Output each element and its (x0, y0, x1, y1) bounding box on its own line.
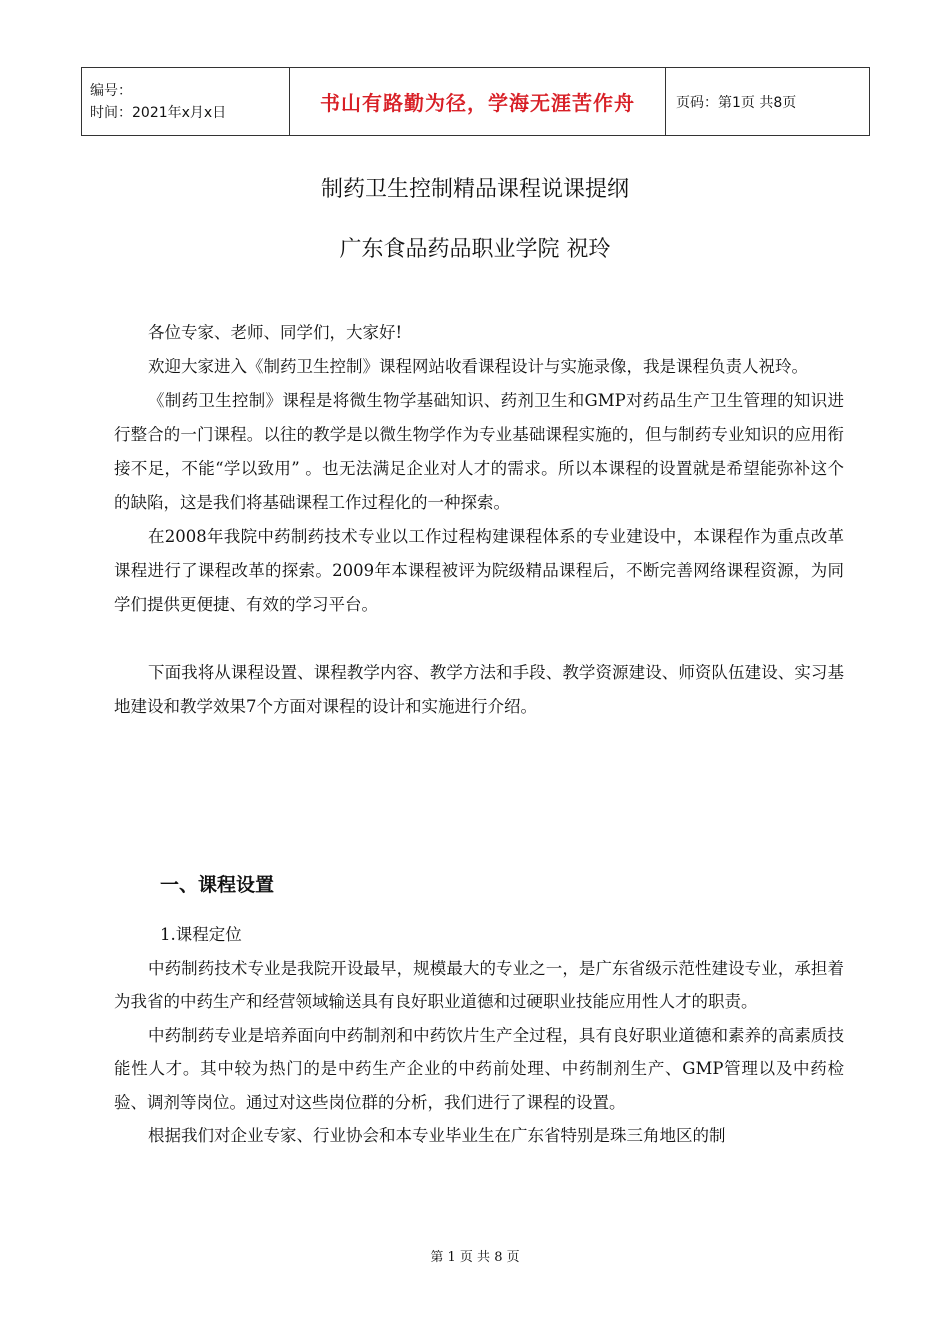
time-label: 时间：2021年x月x日 (90, 104, 227, 121)
section1-body (114, 918, 844, 1153)
page-info: 页码：第1页 共8页 (666, 68, 870, 136)
section-heading: 一、课程设置 (160, 874, 275, 896)
subsection-heading: 1.课程定位 (160, 925, 242, 944)
document-subtitle: 广东食品药品职业学院 祝玲 (339, 237, 611, 262)
paragraph: 《制药卫生控制》课程是将微生物学基础知识、药剂卫生和GMP对药品生产卫生管理的知识进行整合的一门课程。以往的教学是以微生物学作为专业基础课程实施的，但与制药专业知识的应用衔接不足，不能“学以致用” 。也无法满足企业对人才的需求。所以本课程的设置就是希望能弥补这个的缺陷，这是我们将基础课程工作过程化的一种探索。 (114, 391, 844, 512)
paragraph: 根据我们对企业专家、行业协会和本专业毕业生在广东省特别是珠三角地区的制 (148, 1126, 726, 1145)
paragraph: 在2008年我院中药制药技术专业以工作过程构建课程体系的专业建设中，本课程作为重点改革课程进行了课程改革的探索。2009年本课程被评为院级精品课程后，不断完善网络课程资源，为同学们提供更便捷、有效的学习平台。 (114, 527, 844, 614)
number-label: 编号： (90, 82, 132, 99)
motto: 书山有路勤为径，学海无涯苦作舟 (290, 68, 666, 136)
paragraph: 中药制药技术专业是我院开设最早，规模最大的专业之一，是广东省级示范性建设专业，承担着为我省的中药生产和经营领域输送具有良好职业道德和过硬职业技能应用性人才的职责。 (114, 958, 844, 1011)
header-meta (82, 68, 290, 136)
paragraph: 下面我将从课程设置、课程教学内容、教学方法和手段、教学资源建设、师资队伍建设、实习基地建设和教学效果7个方面对课程的设计和实施进行介绍。 (114, 663, 844, 716)
paragraph: 各位专家、老师、同学们，大家好! (148, 323, 403, 342)
document-title: 制药卫生控制精品课程说课提纲 (320, 177, 629, 202)
paragraph: 欢迎大家进入《制药卫生控制》课程网站收看课程设计与实施录像，我是课程负责人祝玲。 (148, 357, 808, 376)
paragraph: 中药制药专业是培养面向中药制剂和中药饮片生产全过程，具有良好职业道德和素养的高素质技能性人才。其中较为热门的是中药生产企业的中药前处理、中药制剂生产、GMP管理以及中药检验、调剂等岗位。通过对这些岗位群的分析，我们进行了课程的设置。 (114, 1025, 844, 1112)
page-footer: 第 1 页 共 8 页 (430, 1250, 520, 1265)
header-table (81, 67, 870, 136)
intro-body (114, 316, 844, 724)
